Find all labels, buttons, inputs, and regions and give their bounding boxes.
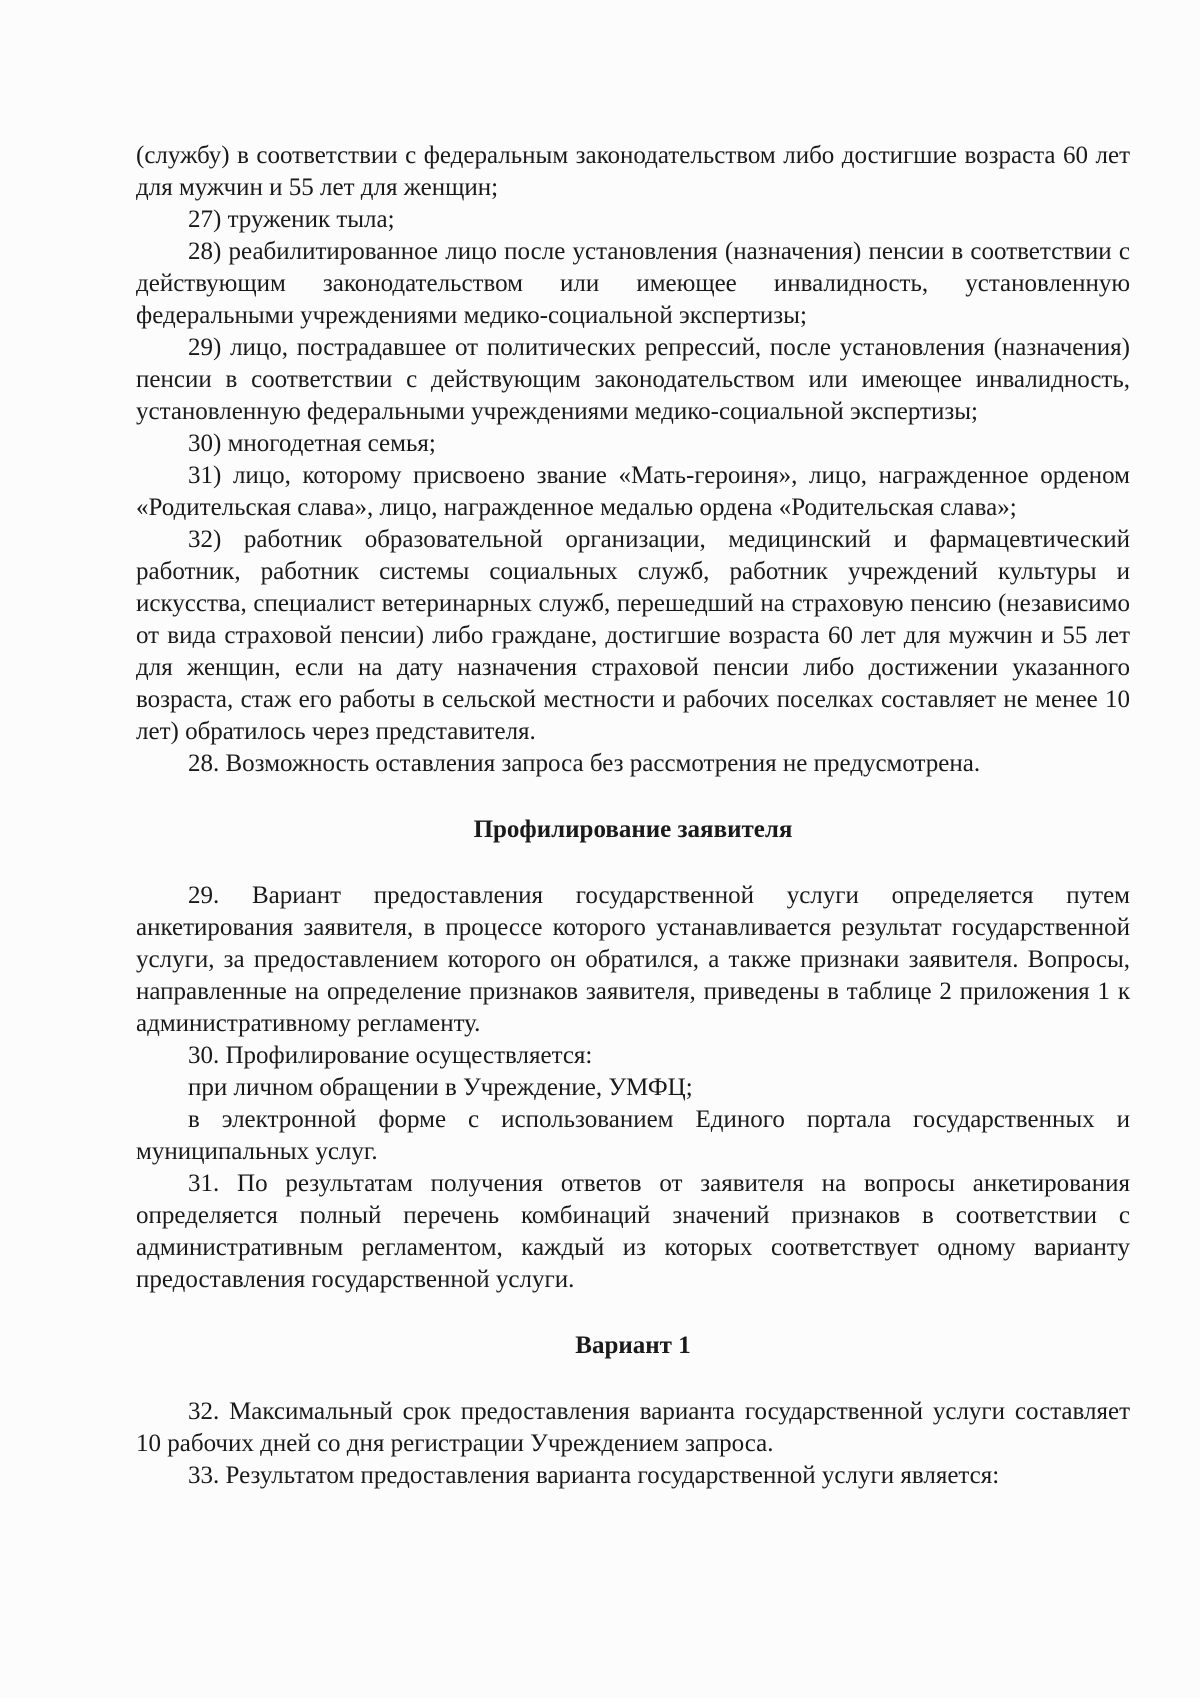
section-heading-profiling: Профилирование заявителя (473, 816, 793, 843)
paragraph-item-28: 28) реабилитированное лицо после установления (назначения) пенсии в соответствии с действующим законодательством или имеющее инвалидность, установленную федеральными учреждениями медико-социальной экспертизы; (136, 238, 1130, 329)
paragraph-item-31: 31) лицо, которому присвоено звание «Мать-героиня», лицо, награжденное орденом «Родительская слава», лицо, награжденное медалью ордена «Родительская слава»; (136, 462, 1130, 521)
spacer (136, 1296, 1130, 1330)
paragraph-clause-33: 33. Результатом предоставления варианта государственной услуги является: (188, 1462, 1000, 1489)
paragraph-item-27: 27) труженик тыла; (188, 206, 395, 233)
paragraph-item-32: 32) работник образовательной организации, медицинский и фармацевтический работник, работник системы социальных служб, работник учреждений культуры и искусства, специалист ветеринарных служб, перешедший на страховую пенсию (независимо от вида страховой пенсии) либо граждане, достигшие возраста 60 лет для мужчин и 55 лет для женщин, если на дату назначения страховой пенсии либо достижении указанного возраста, стаж его работы в сельской местности и рабочих поселках составляет не менее 10 лет) обратилось через представителя. (136, 526, 1130, 745)
spacer (136, 780, 1130, 814)
paragraph-item-29: 29) лицо, пострадавшее от политических репрессий, после установления (назначения) пенсии в соответствии с действующим законодательством или имеющее инвалидность, установленную федеральными учреждениями медико-социальной экспертизы; (136, 334, 1130, 425)
paragraph-continuation-service: (службу) в соответствии с федеральным законодательством либо достигшие возраста 60 лет для мужчин и 55 лет для женщин; (136, 142, 1130, 201)
paragraph-clause-32: 32. Максимальный срок предоставления варианта государственной услуги составляет 10 рабочих дней со дня регистрации Учреждением запроса. (136, 1398, 1130, 1457)
paragraph-clause-31: 31. По результатам получения ответов от заявителя на вопросы анкетирования определяется полный перечень комбинаций значений признаков в соответствии с административным регламентом, каждый из которых соответствует одному варианту предоставления государственной услуги. (136, 1170, 1130, 1293)
paragraph-clause-29: 29. Вариант предоставления государственной услуги определяется путем анкетирования заявителя, в процессе которого устанавливается результат государственной услуги, за предоставлением которого он обратился, а также признаки заявителя. Вопросы, направленные на определение признаков заявителя, приведены в таблице 2 приложения 1 к административному регламенту. (136, 882, 1130, 1037)
paragraph-clause-28: 28. Возможность оставления запроса без рассмотрения не предусмотрена. (188, 750, 981, 777)
section-heading-variant-1: Вариант 1 (575, 1332, 691, 1359)
spacer (136, 846, 1130, 880)
document-body (136, 140, 1130, 1492)
paragraph-profiling-electronic: в электронной форме с использованием Единого портала государственных и муниципальных услуг. (136, 1106, 1130, 1165)
paragraph-clause-30: 30. Профилирование осуществляется: (188, 1042, 593, 1069)
spacer (136, 1362, 1130, 1396)
paragraph-profiling-in-person: при личном обращении в Учреждение, УМФЦ; (188, 1074, 693, 1101)
paragraph-item-30: 30) многодетная семья; (188, 430, 436, 457)
